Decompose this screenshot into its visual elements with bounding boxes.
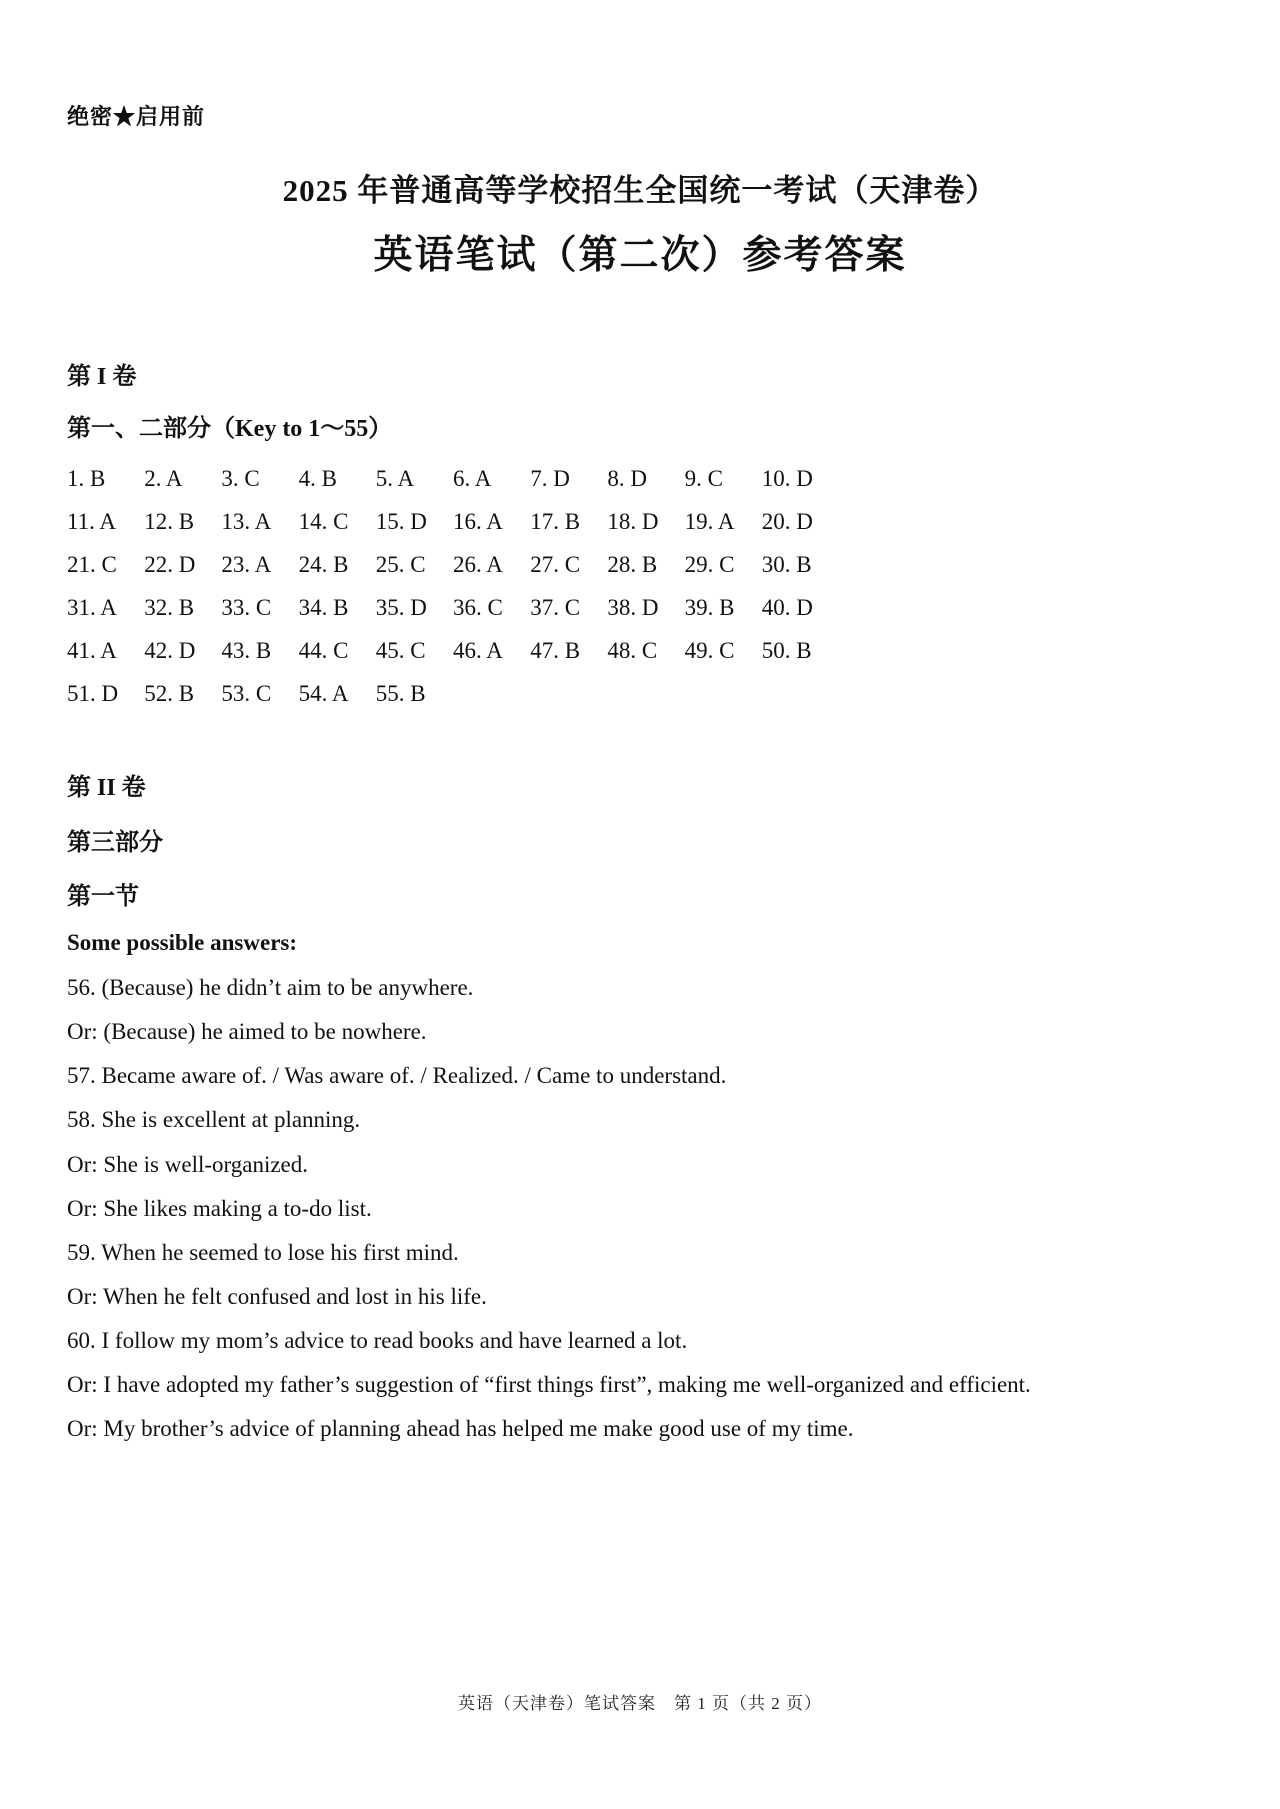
answer-item: 26. A bbox=[452, 552, 503, 577]
answer-item: 40. D bbox=[761, 595, 813, 620]
answer-item: 6. A bbox=[452, 466, 492, 491]
answer-item: 48. C bbox=[607, 638, 658, 663]
answer-item: 25. C bbox=[375, 552, 426, 577]
answer-item: 11. A bbox=[67, 509, 116, 534]
section1-heading: 第 I 卷 bbox=[67, 364, 137, 390]
exam-title: 2025 年普通高等学校招生全国统一考试（天津卷） bbox=[282, 173, 998, 208]
answer-item: 1. B bbox=[67, 466, 106, 491]
answer-line: Or: She is well-organized. bbox=[67, 1151, 309, 1177]
answer-item: 17. B bbox=[530, 509, 581, 534]
answer-line: Or: I have adopted my father’s suggestion of “first things first”, making me well-organized and efficient. bbox=[67, 1372, 1031, 1398]
answer-item: 21. C bbox=[67, 552, 117, 577]
answer-item: 16. A bbox=[452, 509, 503, 534]
answer-item: 54. A bbox=[298, 681, 349, 706]
answer-item: 3. C bbox=[221, 466, 260, 491]
answer-item: 38. D bbox=[607, 595, 659, 620]
answer-item: 8. D bbox=[607, 466, 648, 491]
answer-item: 41. A bbox=[67, 638, 117, 663]
answer-item: 32. B bbox=[144, 595, 195, 620]
possible-answers-intro: Some possible answers: bbox=[67, 930, 298, 955]
answer-item: 2. A bbox=[144, 466, 183, 491]
answer-item: 43. B bbox=[221, 638, 272, 663]
answer-line: 57. Became aware of. / Was aware of. / Realized. / Came to understand. bbox=[67, 1063, 727, 1089]
page-footer: 英语（天津卷）笔试答案 第 1 页（共 2 页） bbox=[458, 1694, 822, 1713]
answer-item: 22. D bbox=[144, 552, 196, 577]
answer-item: 42. D bbox=[144, 638, 196, 663]
answer-item: 13. A bbox=[221, 509, 272, 534]
classified-label: 绝密★启用前 bbox=[67, 104, 206, 129]
answer-item: 4. B bbox=[298, 466, 337, 491]
answer-line: 59. When he seemed to lose his first mind. bbox=[67, 1239, 459, 1265]
answer-item: 7. D bbox=[530, 466, 570, 491]
answer-item: 35. D bbox=[375, 595, 427, 620]
answer-item: 46. A bbox=[452, 638, 503, 663]
answer-item: 55. B bbox=[375, 681, 426, 706]
answer-item: 37. C bbox=[530, 595, 581, 620]
answer-line: 58. She is excellent at planning. bbox=[67, 1107, 361, 1133]
answer-item: 5. A bbox=[375, 466, 415, 491]
answer-item: 30. B bbox=[761, 552, 812, 577]
answer-line: 56. (Because) he didn’t aim to be anywhere. bbox=[67, 975, 474, 1000]
answer-item: 47. B bbox=[530, 638, 581, 663]
answer-line: Or: She likes making a to-do list. bbox=[67, 1195, 372, 1221]
answer-item: 12. B bbox=[144, 509, 195, 534]
answer-item: 36. C bbox=[452, 595, 503, 620]
answer-item: 15. D bbox=[375, 509, 427, 534]
answer-line: 60. I follow my mom’s advice to read books and have learned a lot. bbox=[67, 1328, 688, 1354]
answer-item: 39. B bbox=[684, 595, 735, 620]
answer-item: 14. C bbox=[298, 509, 349, 534]
answer-item: 23. A bbox=[221, 552, 272, 577]
answer-item: 18. D bbox=[607, 509, 659, 534]
answer-item: 45. C bbox=[375, 638, 426, 663]
answer-item: 9. C bbox=[684, 466, 723, 491]
answer-item: 34. B bbox=[298, 595, 349, 620]
answer-line: Or: My brother’s advice of planning ahead has helped me make good use of my time. bbox=[67, 1416, 854, 1442]
possible-answers-list bbox=[67, 976, 1213, 1442]
answer-item: 33. C bbox=[221, 595, 272, 620]
answer-item: 31. A bbox=[67, 595, 117, 620]
section2-part-heading: 第三部分 bbox=[67, 830, 163, 856]
answer-item: 29. C bbox=[684, 552, 735, 577]
answer-item: 51. D bbox=[67, 681, 119, 706]
section1-key-heading: 第一、二部分（Key to 1～55） bbox=[67, 416, 393, 442]
answer-item: 19. A bbox=[684, 509, 735, 534]
answer-item: 49. C bbox=[684, 638, 735, 663]
answer-item: 24. B bbox=[298, 552, 349, 577]
answer-item: 44. C bbox=[298, 638, 349, 663]
section2-subpart-heading: 第一节 bbox=[67, 884, 139, 910]
answer-item: 27. C bbox=[530, 552, 581, 577]
answer-item: 28. B bbox=[607, 552, 658, 577]
answer-line: Or: (Because) he aimed to be nowhere. bbox=[67, 1019, 427, 1045]
paper-subtitle: 英语笔试（第二次）参考答案 bbox=[373, 234, 907, 277]
answer-item: 50. B bbox=[761, 638, 812, 663]
answer-item: 10. D bbox=[761, 466, 813, 491]
answer-line: Or: When he felt confused and lost in his life. bbox=[67, 1283, 487, 1309]
answer-item: 20. D bbox=[761, 509, 813, 534]
answer-item: 53. C bbox=[221, 681, 272, 706]
answer-key-grid bbox=[67, 467, 839, 705]
answer-item: 52. B bbox=[144, 681, 195, 706]
section2-heading: 第 II 卷 bbox=[67, 775, 146, 801]
